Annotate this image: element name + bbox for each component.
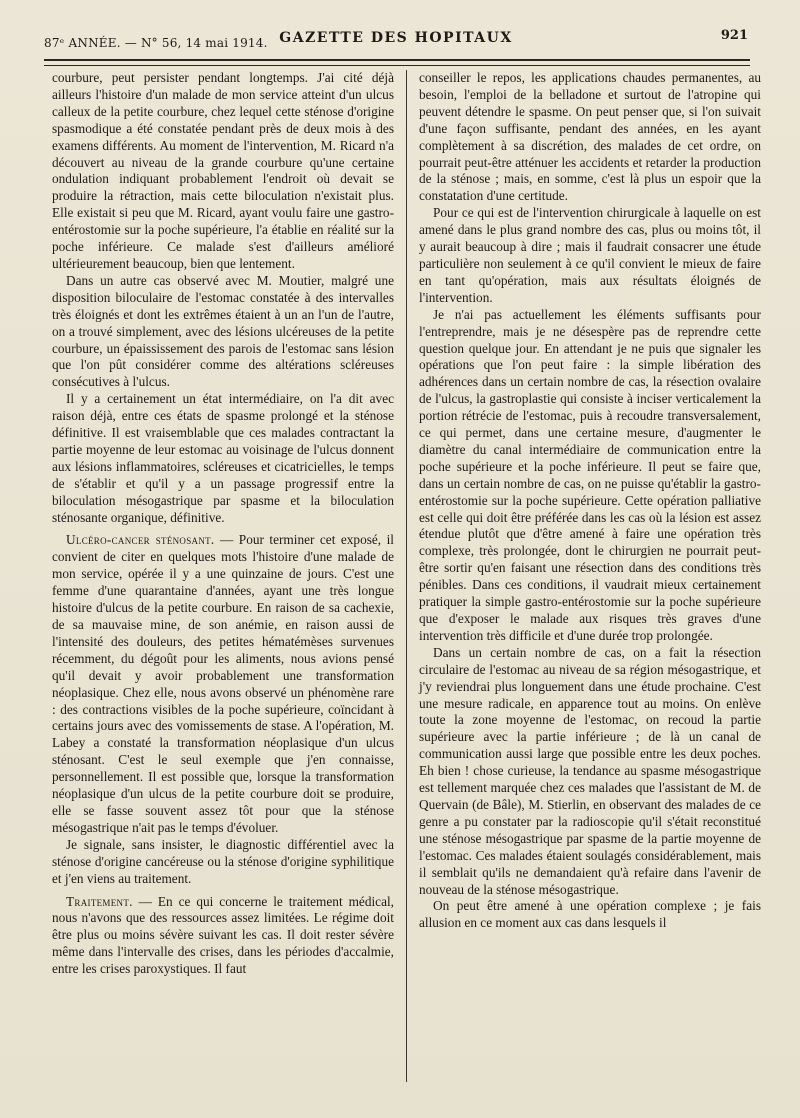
paragraph: Dans un certain nombre de cas, on a fait la résection circulaire de l'estomac au niveau de sa région mésogastrique, et j'y reviendrai plus longuement dans une étude prochaine. C'est une mesure radicale, en apparence tout au moins. On enlève toute la zone moyenne de l'estomac, on recoud la partie supérieure avec la partie inférieure ; de là un canal de communication aussi large que possible entre les deux poches. Eh bien ! chose curieuse, la tendance au spasme mésogastrique est tellement marquée chez ces malades que l'assistant de M. de Quervain (de Bâle), M. Stierlin, en observant des malades de ce genre a pu constater par la radioscopie qu'il s'était reconstitué une sténose mésogastrique par spasme de la partie moyenne de l'estomac. Ces malades étaient soulagés considérablement, mais il semblait qu'ils ne demandaient qu'à refaire dans l'avenir de nouveau de la sténose mésogastrique. — [419, 644, 761, 897]
section-text: — En ce qui concerne le traitement médical, nous n'avons que des ressources assez limitées. Le régime doit être plus ou moins sévère suivant les cas. Il doit rester sévère même dans l'intervalle des crises, dans les périodes d'accalmie, entre les crises paroxystiques. Il faut — [52, 893, 394, 977]
right-column — [419, 70, 761, 932]
paragraph: Je n'ai pas actuellement les éléments suffisants pour l'entreprendre, mais je ne désespère pas de reprendre cette question quelque jour. En attendant je ne puis que signaler les opérations que l'on peut faire : la simple libération des adhérences dans un certain nombre de cas, la résection ovalaire de l'ulcus, la gastroplastie qui consiste à inciser verticalement la portion rétrécie de l'estomac, puis à recoudre transversalement, ce qui permet, dans une certaine mesure, d'augmenter le diamètre du canal intermédiaire de communication entre la poche supérieure et la poche inférieure. Il peut se faire que, dans un certain nombre de cas, on ne puisse qu'établir la gastro-entérostomie sur la poche supérieure. Cette opération palliative est celle qui doit être préférée dans les cas où la lésion est assez étendue plutôt que d'être amené à faire une opération très complexe, très prolongée, dont le chirurgien ne pourrait peut-être sortir qu'en faisant une résection dans des conditions très pénibles. Dans ces conditions, il vaudrait mieux certainement pratiquer la simple gastro-entérostomie sur la poche supérieure que d'exposer le malade aux risques très graves d'une intervention très difficile et d'une durée trop prolongée. — [419, 306, 761, 643]
paragraph: On peut être amené à une opération complexe ; je fais allusion en ce moment aux cas dans lesquels il — [419, 898, 761, 931]
header-rule — [44, 59, 750, 61]
paragraph: courbure, peut persister pendant longtemps. J'ai cité déjà ailleurs l'histoire d'un malade de mon service atteint d'un ulcus calleux de la petite courbure, chez lequel cette sténose d'origine spasmodique a été constatée pendant près de deux mois à des examens différents. Au moment de l'intervention, M. Ricard n'a découvert au niveau de la grande courbure qu'une certaine ondulation indiquant probablement l'endroit où devait se produire la rétraction, mais cette biloculation n'existait plus. Elle existait si peu que M. Ricard, ayant voulu faire une gastro-entérostomie sur la poche supérieure, l'a établie en réalité sur la poche inférieure. Ce malade s'est d'ailleurs amélioré ultérieurement beaucoup, bien que lentement. — [52, 70, 394, 271]
paragraph: Je signale, sans insister, le diagnostic différentiel avec la sténose d'origine cancéreuse ou la sténose d'origine syphilitique et j'en viens au traitement. — [52, 836, 394, 886]
section-text: — Pour terminer cet exposé, il convient de citer en quelques mots l'histoire d'une malade de mon service, opérée il y a une quinzaine de jours. C'est une femme d'une quarantaine d'années, ayant une très longue histoire d'ulcus de la petite courbure. En raison de sa cachexie, de sa mauvaise mine, de son anémie, en raison aussi de l'intensité des douleurs, des petites hématémèses survenues récemment, du dégoût pour les aliments, nous avions pensé qu'il devait y avoir probablement une transformation néoplasique. Chez elle, nous avons observé un phénomène rare : des contractions visibles de la poche supérieure, coïncidant à certains jours avec des vomissements de stase. A l'opération, M. Labey a constaté la transformation néoplasique d'un ulcus sténosant. C'est le seul exemple que j'en connaisse, personnellement. Il est possible que, lorsque la transformation néoplasique d'un ulcus de la petite courbure doit se produire, elle se fasse souvent assez tôt pour que la sténose mésogastrique n'ait pas le temps d'évoluer. — [52, 532, 394, 835]
paragraph: conseiller le repos, les applications chaudes permanentes, au besoin, l'emploi de la belladone et surtout de l'atropine qui peuvent détendre le spasme. On peut penser que, si l'on suivait d'une façon suffisante, pendant des années, en les ayant complètement à sa discrétion, des malades de cet ordre, on pourrait peut-être atténuer les accidents et retarder la production de la sténose ; mais, en somme, c'est là plus un espoir que la constatation d'une certitude. — [419, 70, 761, 204]
left-column — [52, 70, 394, 978]
journal-title: GAZETTE DES HOPITAUX — [279, 30, 513, 46]
section-heading: Traitement. — [66, 893, 133, 909]
section-paragraph-traitement — [52, 894, 394, 979]
section-heading: Ulcéro-cancer sténosant. — [66, 532, 215, 548]
column-divider — [406, 70, 407, 1082]
header-rule-thin — [44, 65, 750, 66]
issue-info: 87ᵉ ANNÉE. — N° 56, 14 mai 1914. — [44, 36, 268, 50]
section-paragraph-ulcero-cancer — [52, 532, 394, 836]
page-header — [44, 24, 748, 54]
paragraph: Dans un autre cas observé avec M. Moutier, malgré une disposition biloculaire de l'estomac constatée à des intervalles très éloignés et dont les extrêmes étaient à un an l'un de l'autre, on a trouvé simplement, avec des lésions ulcéreuses de la petite courbure, un épaississement des parois de l'estomac sans lésion que l'on pût considérer comme des altérations scléreuses consécutives à l'ulcus. — [52, 272, 394, 390]
page-number: 921 — [720, 28, 748, 43]
paragraph: Pour ce qui est de l'intervention chirurgicale à laquelle on est amené dans le plus grand nombre des cas, plus ou moins tôt, il y aurait beaucoup à dire ; mais il faudrait consacrer une étude particulière non seulement à ce qu'il convient le mieux de faire en tant qu'opération, mais aux résultats éloignés de l'intervention. — [419, 205, 761, 305]
paragraph: Il y a certainement un état intermédiaire, on l'a dit avec raison déjà, entre ces états de spasme prolongé et la sténose définitive. Il est vraisemblable que ces malades contractant la partie moyenne de leur estomac au voisinage de l'ulcus donnent aux lésions inflammatoires, scléreuses et cicatricielles, le temps de s'établir et qu'il y a un passage progressif entre la biloculation mésogastrique par spasme et la biloculation sténosante organique, définitive. — [52, 391, 394, 525]
